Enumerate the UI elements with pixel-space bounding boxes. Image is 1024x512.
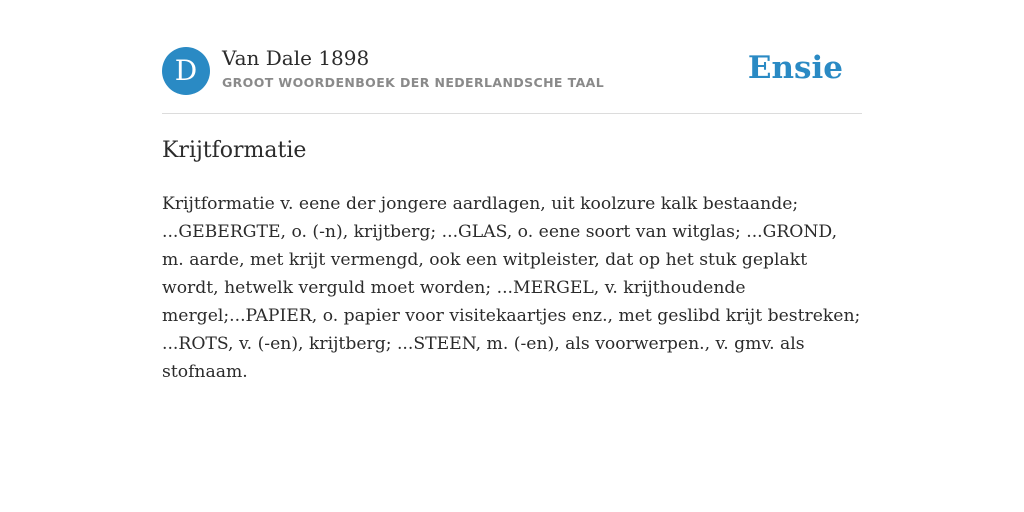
dictionary-title[interactable]: Van Dale 1898 [222, 46, 370, 70]
page-header [162, 0, 862, 114]
entry-title: Krijtformatie [162, 138, 307, 163]
dictionary-logo[interactable]: D [162, 47, 210, 95]
entry-definition: Krijtformatie v. eene der jongere aardlagen, uit koolzure kalk bestaande; ...GEBERGTE, o. (-n), krijtberg; ...GLAS, o. eene soort van witglas; ...GROND, m. aarde, met krijt vermengd, ook een witpleister, dat op het stuk geplakt wordt, hetwelk verguld moet worden; ...MERGEL, v. krijthoudende mergel;...PAPIER, o. papier voor visitekaartjes enz., met geslibd krijt bestreken; ...ROTS, v. (-en), krijtberg; ...STEEN, m. (-en), als voorwerpen., v. gmv. als stofnaam. [162, 194, 861, 382]
dictionary-subtitle: GROOT WOORDENBOEK DER NEDERLANDSCHE TAAL [222, 75, 605, 90]
page-container [162, 0, 862, 382]
ensie-logo-link[interactable]: Ensie [747, 50, 843, 86]
